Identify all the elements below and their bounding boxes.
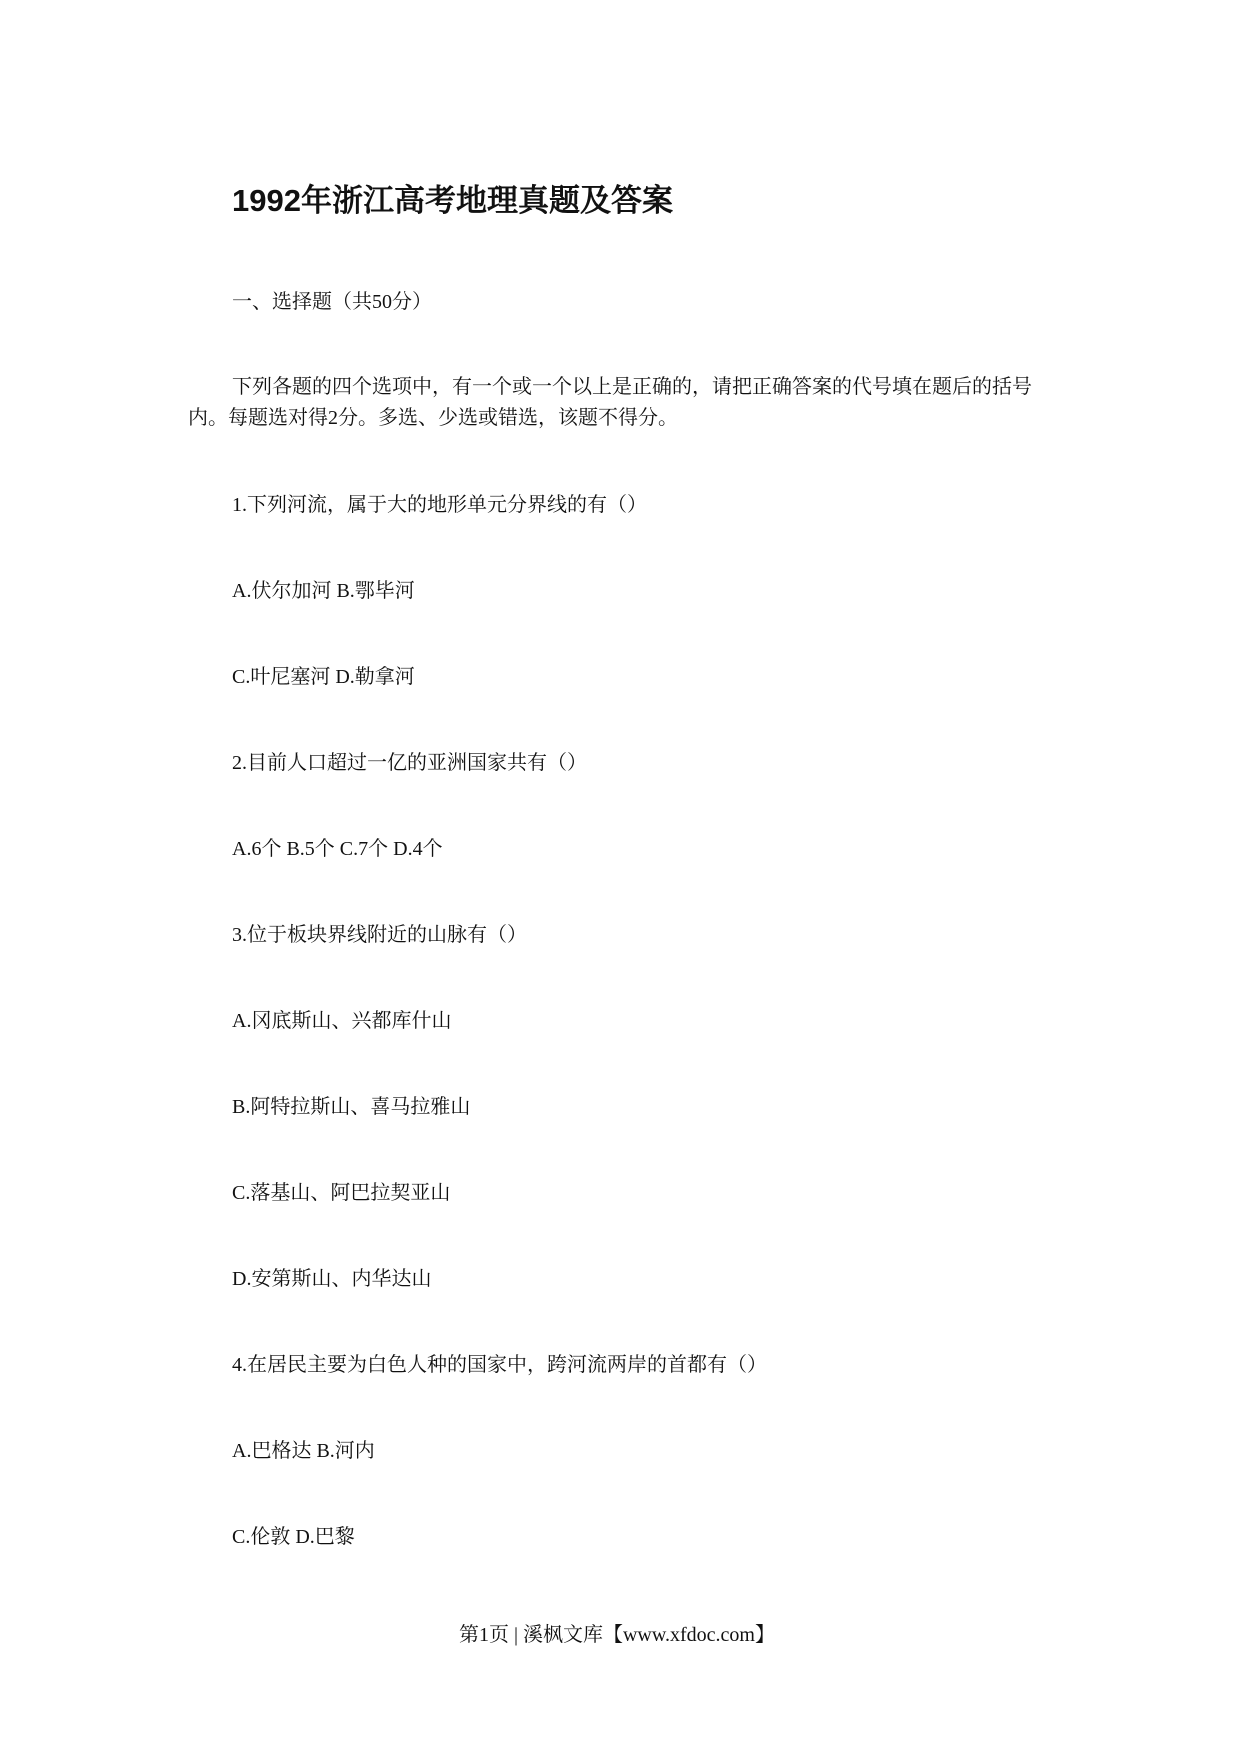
question-3-option-d: D.安第斯山、内华达山 (232, 1268, 432, 1290)
question-3-option-b: B.阿特拉斯山、喜马拉雅山 (232, 1096, 471, 1118)
section-heading: 一、选择题（共50分） (232, 291, 432, 313)
question-2-options-line-1: A.6个 B.5个 C.7个 D.4个 (232, 838, 443, 860)
question-3-stem: 3.位于板块界线附近的山脉有（） (232, 924, 527, 946)
question-4-stem: 4.在居民主要为白色人种的国家中，跨河流两岸的首都有（） (232, 1354, 767, 1376)
question-1-stem: 1.下列河流，属于大的地形单元分界线的有（） (232, 494, 647, 516)
question-4-options-line-2: C.伦敦 D.巴黎 (232, 1526, 355, 1548)
question-2-stem: 2.目前人口超过一亿的亚洲国家共有（） (232, 752, 587, 774)
page-footer: 第1页 | 溪枫文库【www.xfdoc.com】 (458, 1624, 775, 1646)
question-4-options-line-1: A.巴格达 B.河内 (232, 1440, 375, 1462)
page-title: 1992年浙江高考地理真题及答案 (232, 183, 673, 218)
question-3-option-c: C.落基山、阿巴拉契亚山 (232, 1182, 451, 1204)
question-1-options-line-1: A.伏尔加河 B.鄂毕河 (232, 580, 415, 602)
instructions-paragraph: 下列各题的四个选项中，有一个或一个以上是正确的，请把正确答案的代号填在题后的括号内。每题选对得2分。多选、少选或错选，该题不得分。 (188, 376, 1032, 429)
question-1-options-line-2: C.叶尼塞河 D.勒拿河 (232, 666, 415, 688)
question-3-option-a: A.冈底斯山、兴都库什山 (232, 1010, 452, 1032)
